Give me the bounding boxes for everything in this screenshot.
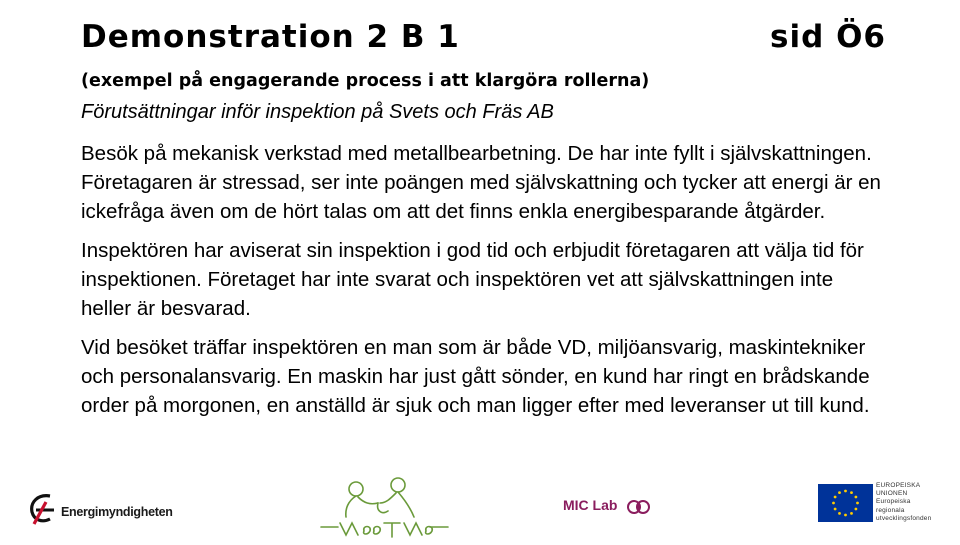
paragraph: Vid besöket träffar inspektören en man som är både VD, miljöansvarig, maskintekniker och personalansvarig. En maskin har just gått sönder, en kund har ringt en brådskande order på morgonen, en anställd är sjuk och man ligger efter med leveranser ut till kund. xyxy=(81,336,870,417)
energimyndigheten-wordmark: Energimyndigheten xyxy=(61,505,173,519)
logo-strip xyxy=(0,470,960,540)
meetme-logo xyxy=(318,475,453,540)
paragraph: Besök på mekanisk verkstad med metallbearbetning. De har inte fyllt i självskattningen. Företagaren är stressad, ser inte poängen med självskattning och tycker att energi är en ickefråga även om de hört talas om att det finns enkla energibesparande åtgärder. xyxy=(81,142,881,223)
meetme-figures-icon xyxy=(318,475,453,540)
slide-subtitle: (exempel på engagerande process i att klargöra rollerna) xyxy=(81,71,650,91)
mic-lab-wordmark: MIC Lab xyxy=(563,497,618,513)
page-label: sid Ö6 xyxy=(770,19,886,55)
paragraph: Inspektören har aviserat sin inspektion i god tid och erbjudit företagaren att välja tid för inspektionen. Företaget har inte svarat och inspektören vet att självskattningen inte heller är besvarad. xyxy=(81,239,864,320)
body-text xyxy=(81,139,881,430)
mic-lab-mark-icon xyxy=(625,496,655,518)
energimyndigheten-mark-icon xyxy=(28,488,60,528)
eu-fund-text: EUROPEISKA UNIONEN Europeiska regionala utvecklingsfonden xyxy=(876,482,932,522)
slide-subtitle-italic: Förutsättningar inför inspektion på Svets och Fräs AB xyxy=(81,101,554,123)
slide-title xyxy=(81,14,886,60)
energimyndigheten-logo xyxy=(28,488,178,528)
eu-flag-icon xyxy=(818,484,873,522)
mic-lab-logo xyxy=(563,495,658,520)
title-left: Demonstration 2 B 1 xyxy=(81,19,460,55)
eu-logo xyxy=(818,482,958,532)
